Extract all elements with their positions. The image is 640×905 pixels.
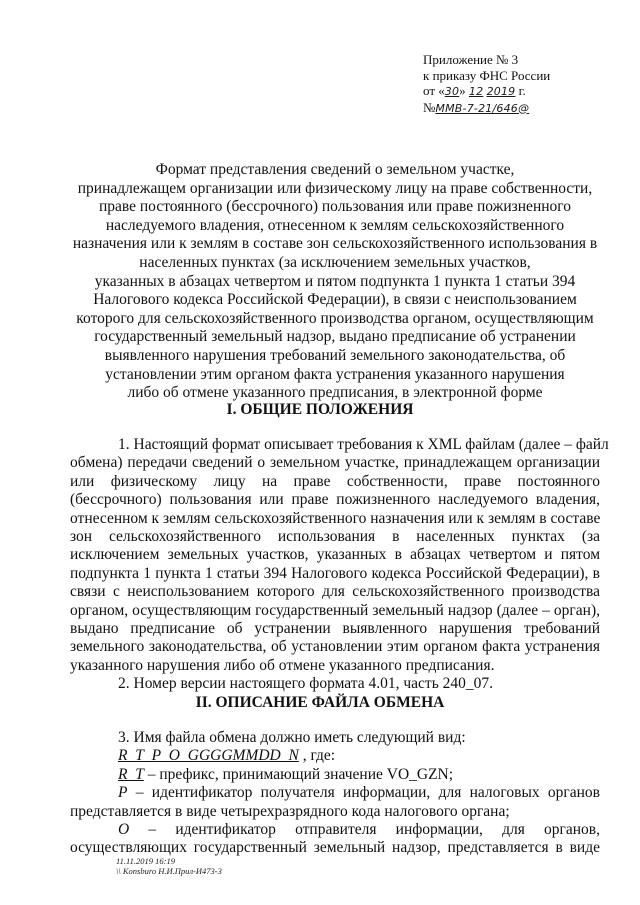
order-number-handwritten: ММВ-7-21/646@ — [435, 101, 530, 115]
paragraph-line: связи с неиспользованием которого для сельскохозяйственного производства — [70, 583, 600, 601]
section-1-body — [70, 436, 609, 693]
paragraph-line: выдано предписание об устранении выявленного нарушения требований — [70, 619, 600, 637]
paragraph-line: органом, осуществляющим государственный земельный надзор (далее – орган), — [70, 601, 600, 619]
title-line: Налогового кодекса Российской Федерации), в связи с неиспользованием — [93, 291, 577, 309]
paragraph-line: указанного нарушения либо об отмене указанного предписания. — [70, 656, 495, 674]
attachment-title: Приложение № 3 — [423, 52, 519, 67]
filename-pattern-line: R_T_P_O_GGGGMMDD_N , где: — [118, 747, 336, 765]
o-definition-line: O – идентификатор отправителя информации, для органов, — [118, 820, 600, 838]
title-line: Формат представления сведений о земельном участке, — [155, 161, 515, 178]
p-term: P — [118, 784, 128, 802]
attachment-order: к приказу ФНС России — [423, 67, 551, 83]
filename-pattern: R_T_P_O_GGGGMMDD_N — [118, 747, 299, 765]
paragraph-line: осуществляющих государственный земельный надзор, представляется в виде — [70, 839, 600, 857]
title-line: установлении этим органом факта устранения указанного нарушения — [105, 365, 565, 383]
attachment-number: №ММВ-7-21/646@ — [423, 99, 530, 115]
p-definition-line: P – идентификатор получателя информации, для налоговых органов — [118, 784, 600, 802]
paragraph-line: земельного законодательства, об установлении этим органом факта устранения — [70, 638, 600, 656]
title-line: указанных в абзацах четвертом и пятом подпункта 1 пункта 1 статьи 394 — [94, 272, 576, 290]
title-line: государственный земельный надзор, выдано предписание об устранении — [94, 328, 576, 346]
date-day-handwritten: 30 — [444, 85, 460, 98]
title-line: либо об отмене указанного предписания, в электронной форме — [127, 384, 543, 402]
footer-path: \\ Konsburo Н.И.Прил-И473-3 — [116, 866, 222, 876]
document-title — [70, 161, 600, 403]
title-line: наследуемого владения, отнесенном к землям сельскохозяйственного — [105, 216, 565, 234]
paragraph-line: зон сельскохозяйственного использования в населенных пунктах (за — [70, 527, 600, 545]
section-1-heading: I. ОБЩИЕ ПОЛОЖЕНИЯ — [226, 401, 414, 418]
paragraph-line: 3. Имя файла обмена должно иметь следующий вид: — [118, 729, 466, 746]
paragraph-line: отнесенном к землям сельскохозяйственного назначения или к землям в составе — [70, 509, 601, 527]
attachment-date: от «30» 12 2019 г. — [423, 83, 526, 98]
paragraph-line: 1. Настоящий формат описывает требования к XML файлам (далее – файл — [118, 436, 609, 453]
page-footer — [116, 856, 222, 876]
title-line: выявленного нарушения требований земельного законодательства, об — [104, 346, 566, 364]
rt-definition-line: R_T – префикс, принимающий значение VO_GZN; — [118, 765, 454, 783]
paragraph-line: представляется в виде четырехразрядного кода налогового органа; — [70, 802, 510, 820]
title-line: населенных пунктах (за исключением земельных участков, — [139, 253, 531, 271]
title-line: назначения или к землям в составе зон сельскохозяйственного использования в — [72, 235, 598, 253]
o-term: O — [118, 820, 130, 838]
paragraph-line: или физическому лицу на праве собственности, праве постоянного — [70, 472, 600, 490]
section-2-body — [70, 729, 600, 858]
paragraph-line: (бессрочного) пользования или праве пожизненного наследуемого владения, — [70, 491, 600, 509]
title-line: праве постоянного (бессрочного) пользования или праве пожизненного — [98, 198, 572, 216]
title-line: принадлежащем организации или физическому лицу на праве собственности, — [77, 179, 593, 197]
date-month-handwritten: 12 — [468, 85, 484, 98]
attachment-block — [423, 52, 623, 116]
section-2-heading: II. ОПИСАНИЕ ФАЙЛА ОБМЕНА — [195, 694, 445, 711]
paragraph-line: обмена) передачи сведений о земельном участке, принадлежащем организации — [70, 454, 600, 472]
paragraph-line-version: 2. Номер версии настоящего формата 4.01, часть 240_07. — [118, 675, 494, 693]
paragraph-line: исключением земельных участков, указанных в абзацах четвертом и пятом — [70, 546, 600, 564]
date-year-handwritten: 2019 — [486, 85, 516, 98]
paragraph-line: подпункта 1 пункта 1 статьи 394 Налогового кодекса Российской Федерации), в — [70, 564, 600, 582]
rt-term: R_T — [118, 765, 144, 783]
title-line: которого для сельскохозяйственного производства органом, осуществляющим — [76, 309, 594, 327]
footer-timestamp: 11.11.2019 16:19 — [116, 856, 175, 866]
